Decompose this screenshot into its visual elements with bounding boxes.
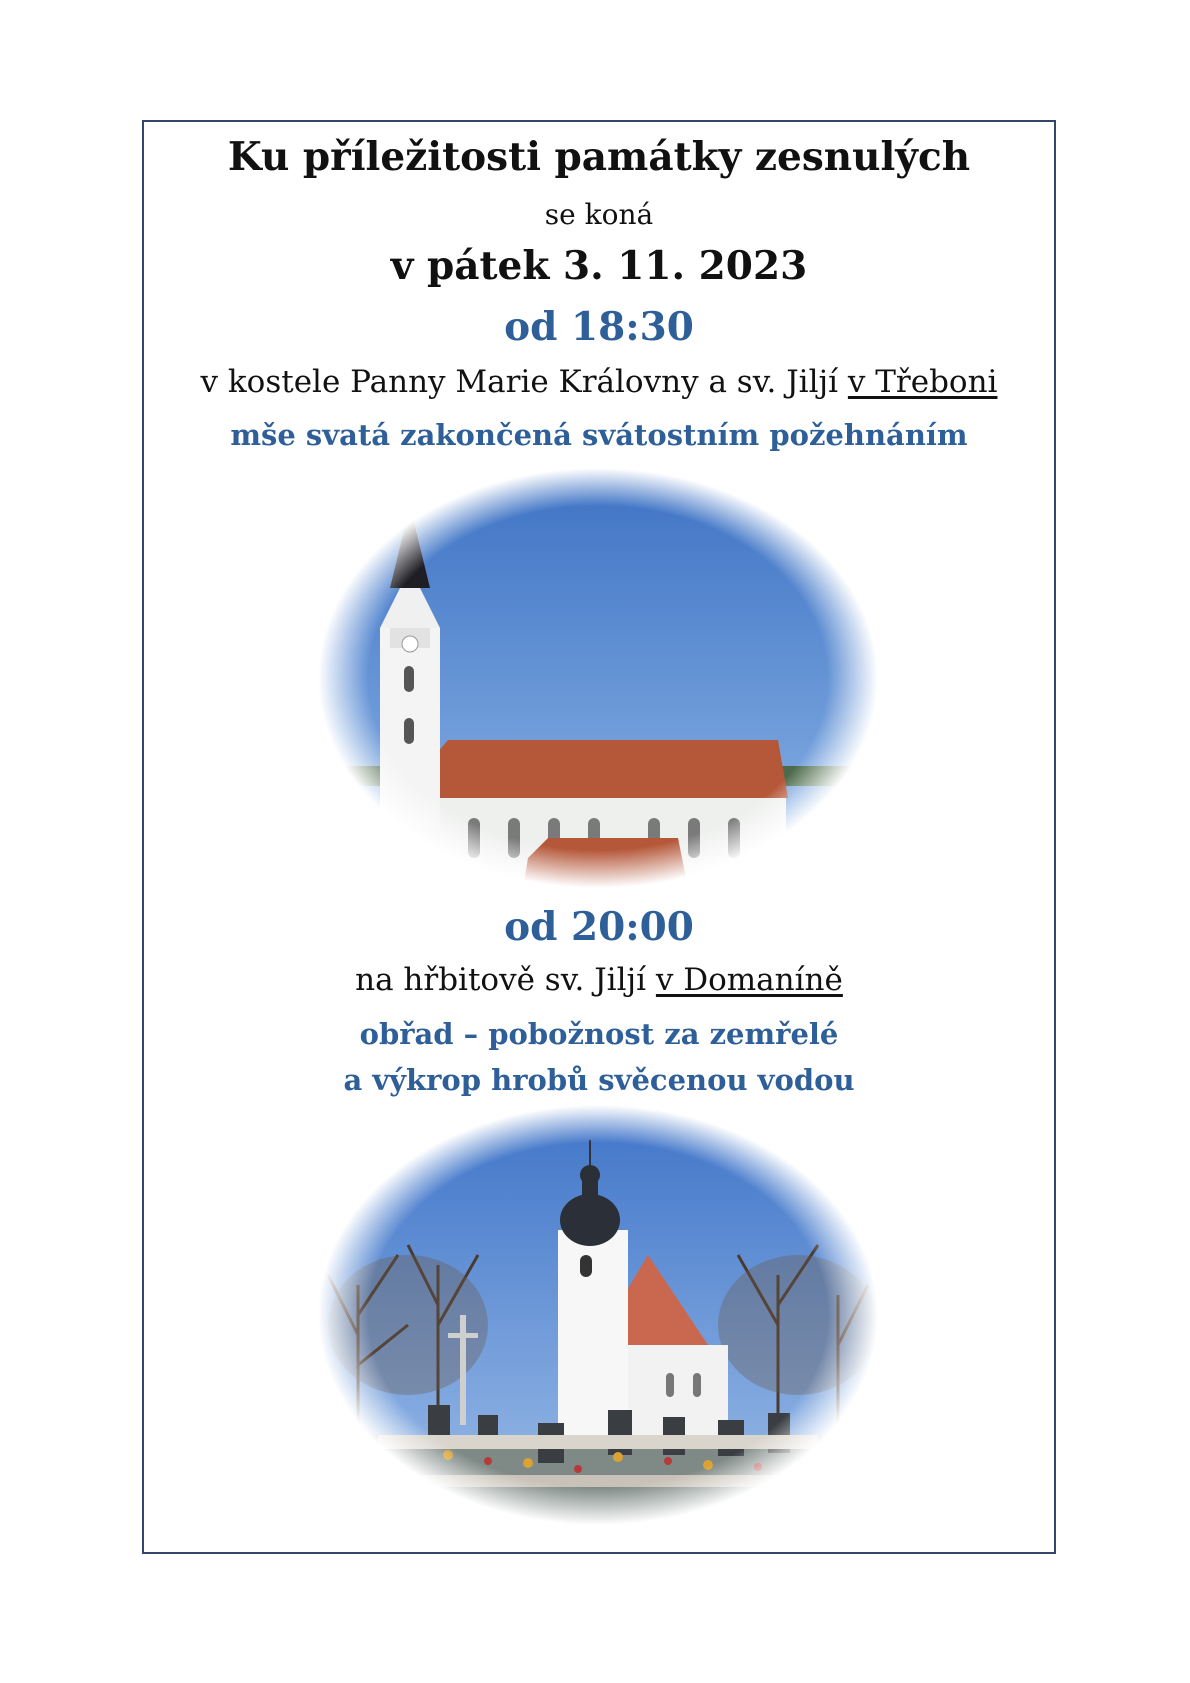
event2-description-line1: obřad – pobožnost za zemřelé bbox=[359, 1017, 839, 1051]
event2-description-line2: a výkrop hrobů svěcenou vodou bbox=[343, 1063, 855, 1097]
event2-place-town: v Domaníně bbox=[655, 962, 843, 998]
event-date: v pátek 3. 11. 2023 bbox=[390, 243, 808, 289]
poster-subtitle: se koná bbox=[544, 198, 654, 231]
church-trebon-photo bbox=[318, 468, 878, 888]
event1-time: od 18:30 bbox=[504, 304, 694, 350]
poster-title: Ku příležitosti památky zesnulých bbox=[227, 134, 971, 180]
event2-place bbox=[142, 962, 1056, 998]
church-domanin-cemetery-photo bbox=[318, 1105, 878, 1525]
event1-place bbox=[142, 364, 1056, 400]
event1-place-prefix: v kostele Panny Marie Královny a sv. Jiljí bbox=[200, 364, 848, 400]
event1-description: mše svatá zakončená svátostním požehnáním bbox=[230, 418, 968, 452]
event1-place-town: v Třeboni bbox=[847, 364, 998, 400]
event2-place-prefix: na hřbitově sv. Jiljí bbox=[355, 962, 656, 998]
event2-time: od 20:00 bbox=[504, 904, 694, 950]
